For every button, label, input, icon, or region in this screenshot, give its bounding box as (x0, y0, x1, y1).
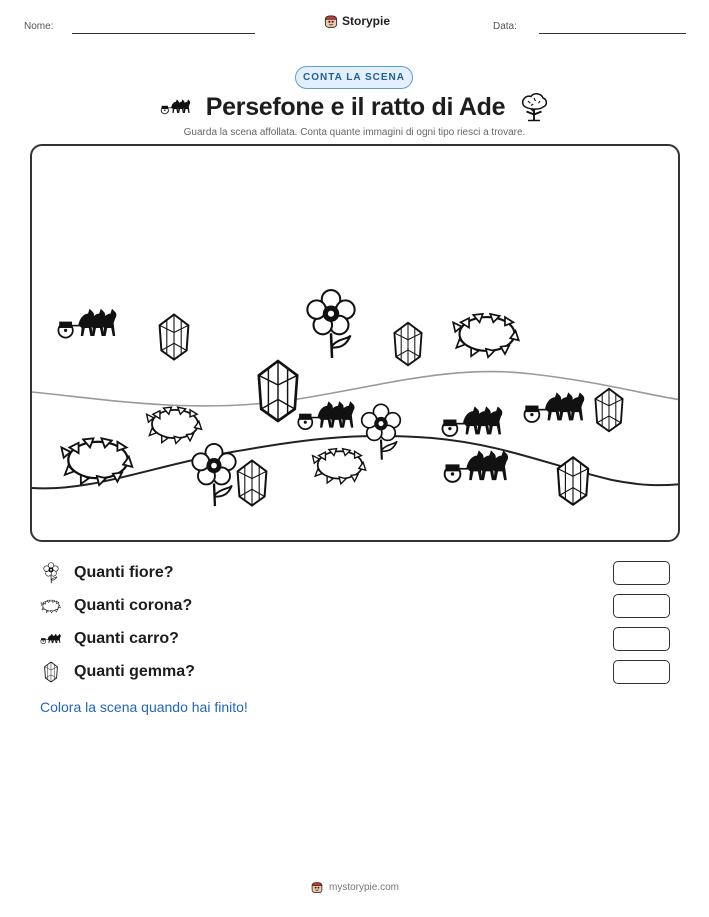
gem-icon (40, 661, 62, 683)
mascot-icon (323, 13, 339, 29)
brand-name: Storypie (342, 14, 391, 28)
answer-box-gem[interactable] (613, 660, 670, 684)
wreath-icon (144, 400, 206, 448)
gem-icon (554, 452, 592, 510)
question-text: Quanti carro? (74, 630, 179, 647)
instructions: Guarda la scena affollata. Conta quante immagini di ogni tipo riesci a trovare. (183, 127, 526, 138)
question-row-chariot (40, 626, 670, 652)
footer (0, 880, 709, 894)
wreath-icon (40, 595, 62, 617)
counting-scene (30, 144, 680, 542)
footer-url[interactable]: mystorypie.com (328, 881, 399, 893)
chariot-icon (56, 304, 120, 344)
activity-badge: CONTA LA SCENA (295, 66, 413, 89)
flower-icon (190, 442, 238, 508)
chariot-icon (160, 96, 192, 118)
tree-icon (519, 92, 549, 122)
chariot-icon (442, 444, 512, 490)
chariot-icon (522, 386, 588, 430)
date-label: Data: (493, 21, 517, 32)
mascot-icon (310, 880, 324, 894)
date-line[interactable] (539, 33, 686, 34)
gem-icon (156, 312, 192, 362)
title-row (0, 91, 709, 123)
answer-box-wreath[interactable] (613, 594, 670, 618)
gem-icon (234, 456, 270, 510)
wreath-icon (58, 428, 138, 492)
flower-icon (40, 562, 62, 584)
question-row-flower (40, 560, 670, 586)
name-label: Nome: (24, 21, 54, 32)
storypie-logo (323, 13, 390, 29)
page-title: Persefone e il ratto di Ade (205, 92, 506, 121)
flower-icon (305, 288, 357, 360)
wreath-icon (310, 442, 370, 488)
gem-icon (254, 354, 302, 428)
chariot-icon (440, 400, 506, 444)
gem-icon (391, 320, 425, 368)
answer-box-chariot[interactable] (613, 627, 670, 651)
coloring-note: Colora la scena quando hai finito! (40, 699, 248, 715)
question-row-wreath (40, 593, 670, 619)
chariot-icon (296, 396, 358, 436)
answer-box-flower[interactable] (613, 561, 670, 585)
name-line[interactable] (72, 33, 255, 34)
wreath-icon (450, 306, 524, 362)
question-text: Quanti gemma? (74, 663, 195, 680)
question-text: Quanti corona? (74, 597, 193, 614)
question-row-gem (40, 659, 670, 685)
chariot-icon (40, 628, 62, 650)
question-text: Quanti fiore? (74, 564, 174, 581)
gem-icon (592, 384, 626, 436)
